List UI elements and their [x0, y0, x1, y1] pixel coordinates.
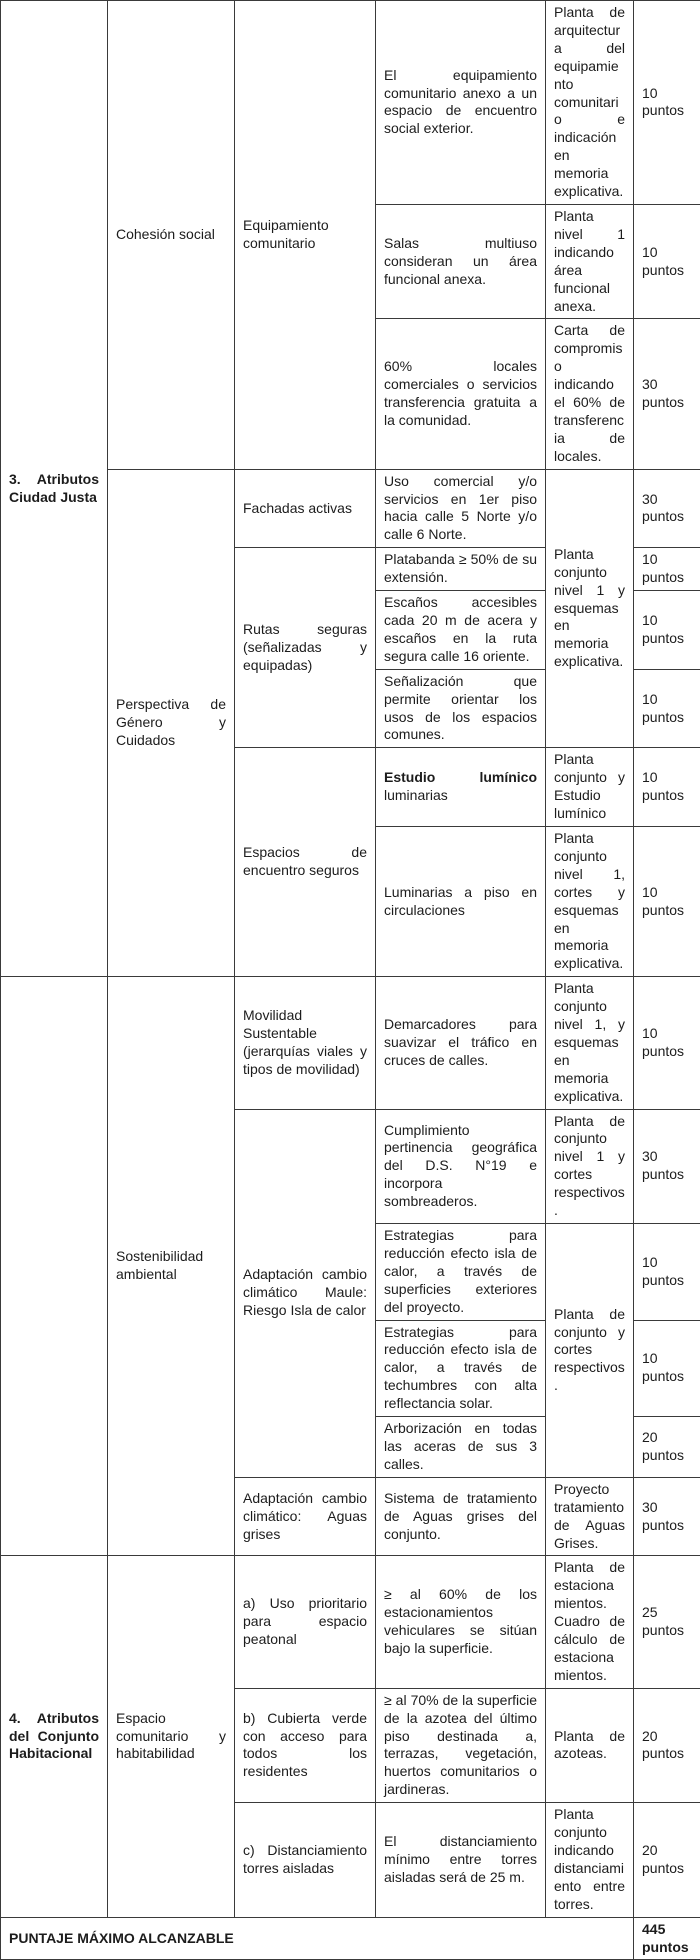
cell-points-4: 30 puntos: [634, 469, 700, 548]
cell-desc-18: El distanciamiento mínimo entre torres aisladas será de 25 m.: [376, 1803, 546, 1917]
table-row: [1, 1, 700, 205]
cell-verification-9: Planta conjunto nivel 1, cortes y esquemas en memoria explicativa.: [546, 826, 634, 976]
cell-points-7: 10 puntos: [634, 669, 700, 748]
cell-points-9: 10 puntos: [634, 826, 700, 976]
cell-desc-17: ≥ al 70% de la superficie de la azotea del último piso destinada a, terrazas, vegetación, huertos comunitarios o jardineras.: [376, 1688, 546, 1802]
cell-desc-8: [376, 748, 546, 827]
cell-verification-12: Planta de conjunto y cortes respectivos.: [546, 1224, 634, 1478]
cell-desc-5: Platabanda ≥ 50% de su extensión.: [376, 548, 546, 591]
cell-verification-10: Planta conjunto nivel 1, y esquemas en memoria explicativa.: [546, 977, 634, 1109]
cell-desc-4: Uso comercial y/o servicios en 1er piso hacia calle 5 Norte y/o calle 6 Norte.: [376, 469, 546, 548]
cell-points-10: 10 puntos: [634, 977, 700, 1109]
table-row: [1, 1556, 700, 1688]
table-footer-row: [1, 1917, 700, 1960]
cell-desc-3: 60% locales comerciales o servicios transferencia gratuita a la comunidad.: [376, 319, 546, 469]
cell-verification-2: Planta nivel 1 indicando área funcional anexa.: [546, 204, 634, 318]
cell-verification-1: Planta de arquitectura del equipamiento comunitario e indicación en memoria explicativa.: [546, 1, 634, 205]
cell-attribute-uso-peatonal: a) Uso prioritario para espacio peatonal: [235, 1556, 376, 1688]
cell-verification-18: Planta conjunto indicando distanciamiento entre torres.: [546, 1803, 634, 1917]
cell-attribute-rutas: Rutas seguras (señalizadas y equipadas): [235, 548, 376, 748]
cell-points-16: 25 puntos: [634, 1556, 700, 1688]
cell-category-cohesion: Cohesión social: [108, 1, 235, 470]
cell-points-13: 10 puntos: [634, 1320, 700, 1417]
cell-attribute-cubierta-verde: b) Cubierta verde con acceso para todos los residentes: [235, 1688, 376, 1802]
cell-attribute-espacios-encuentro: Espacios de encuentro seguros: [235, 748, 376, 977]
footer-total-label: PUNTAJE MÁXIMO ALCANZABLE: [1, 1917, 634, 1960]
cell-desc-16: ≥ al 60% de los estacionamientos vehiculares se sitúan bajo la superficie.: [376, 1556, 546, 1688]
cell-desc-1: El equipamiento comunitario anexo a un espacio de encuentro social exterior.: [376, 1, 546, 205]
cell-points-3: 30 puntos: [634, 319, 700, 469]
cell-points-14: 20 puntos: [634, 1417, 700, 1478]
table-row: [1, 977, 700, 1109]
cell-attribute-adaptacion-calor: Adaptación cambio climático Maule: Riesgo Isla de calor: [235, 1109, 376, 1477]
cell-category-sostenibilidad: Sostenibilidad ambiental: [108, 977, 235, 1556]
cell-section-4: 4. Atributos del Conjunto Habitacional: [1, 1556, 108, 1917]
cell-verification-3: Carta de compromiso indicando el 60% de transferencia de locales.: [546, 319, 634, 469]
cell-category-perspectiva: Perspectiva de Género y Cuidados: [108, 469, 235, 977]
cell-attribute-fachadas: Fachadas activas: [235, 469, 376, 548]
cell-verification-4: Planta conjunto nivel 1 y esquemas en memoria explicativa.: [546, 469, 634, 748]
cell-verification-16: Planta de estacionamientos. Cuadro de cálculo de estacionamientos.: [546, 1556, 634, 1688]
cell-desc-12: Estrategias para reducción efecto isla de calor, a través de superficies exteriores del proyecto.: [376, 1224, 546, 1321]
cell-points-6: 10 puntos: [634, 591, 700, 670]
cell-desc-11: Cumplimiento pertinencia geográfica del D.S. N°19 e incorpora sombreaderos.: [376, 1109, 546, 1223]
cell-points-11: 30 puntos: [634, 1109, 700, 1223]
cell-points-2: 10 puntos: [634, 204, 700, 318]
cell-points-18: 20 puntos: [634, 1803, 700, 1917]
cell-desc-15: Sistema de tratamiento de Aguas grises del conjunto.: [376, 1477, 546, 1556]
cell-points-17: 20 puntos: [634, 1688, 700, 1802]
cell-points-1: 10 puntos: [634, 1, 700, 205]
cell-desc-2: Salas multiuso consideran un área funcional anexa.: [376, 204, 546, 318]
cell-desc-10: Demarcadores para suavizar el tráfico en cruces de calles.: [376, 977, 546, 1109]
cell-desc-9: Luminarias a piso en circulaciones: [376, 826, 546, 976]
cell-points-12: 10 puntos: [634, 1224, 700, 1321]
cell-attribute-movilidad: Movilidad Sustentable (jerarquías viales y tipos de movilidad): [235, 977, 376, 1109]
cell-verification-15: Proyecto tratamiento de Aguas Grises.: [546, 1477, 634, 1556]
cell-section-3: 3. Atributos Ciudad Justa: [1, 1, 108, 977]
cell-attribute-adaptacion-aguas: Adaptación cambio climático: Aguas grises: [235, 1477, 376, 1556]
cell-points-15: 30 puntos: [634, 1477, 700, 1556]
cell-desc-7: Señalización que permite orientar los usos de los espacios comunes.: [376, 669, 546, 748]
desc-8-regular-text: luminarias: [384, 787, 448, 803]
cell-desc-6: Escaños accesibles cada 20 m de acera y escaños en la ruta segura calle 16 oriente.: [376, 591, 546, 670]
desc-8-bold-text: Estudio lumínico: [384, 769, 537, 785]
cell-attribute-distanciamiento: c) Distanciamiento torres aisladas: [235, 1803, 376, 1917]
cell-points-8: 10 puntos: [634, 748, 700, 827]
cell-verification-17: Planta de azoteas.: [546, 1688, 634, 1802]
cell-desc-13: Estrategias para reducción efecto isla de calor, a través de techumbres con alta reflectancia solar.: [376, 1320, 546, 1417]
cell-attribute-equipamiento: Equipamiento comunitario: [235, 1, 376, 470]
cell-section-3-continued: [1, 977, 108, 1556]
cell-category-espacio: Espacio comunitario y habitabilidad: [108, 1556, 235, 1917]
footer-total-points: 445 puntos: [634, 1917, 700, 1960]
cell-verification-8: Planta conjunto y Estudio lumínico: [546, 748, 634, 827]
cell-verification-11: Planta de conjunto nivel 1 y cortes respectivos.: [546, 1109, 634, 1223]
cell-points-5: 10 puntos: [634, 548, 700, 591]
cell-desc-14: Arborización en todas las aceras de sus 3 calles.: [376, 1417, 546, 1478]
